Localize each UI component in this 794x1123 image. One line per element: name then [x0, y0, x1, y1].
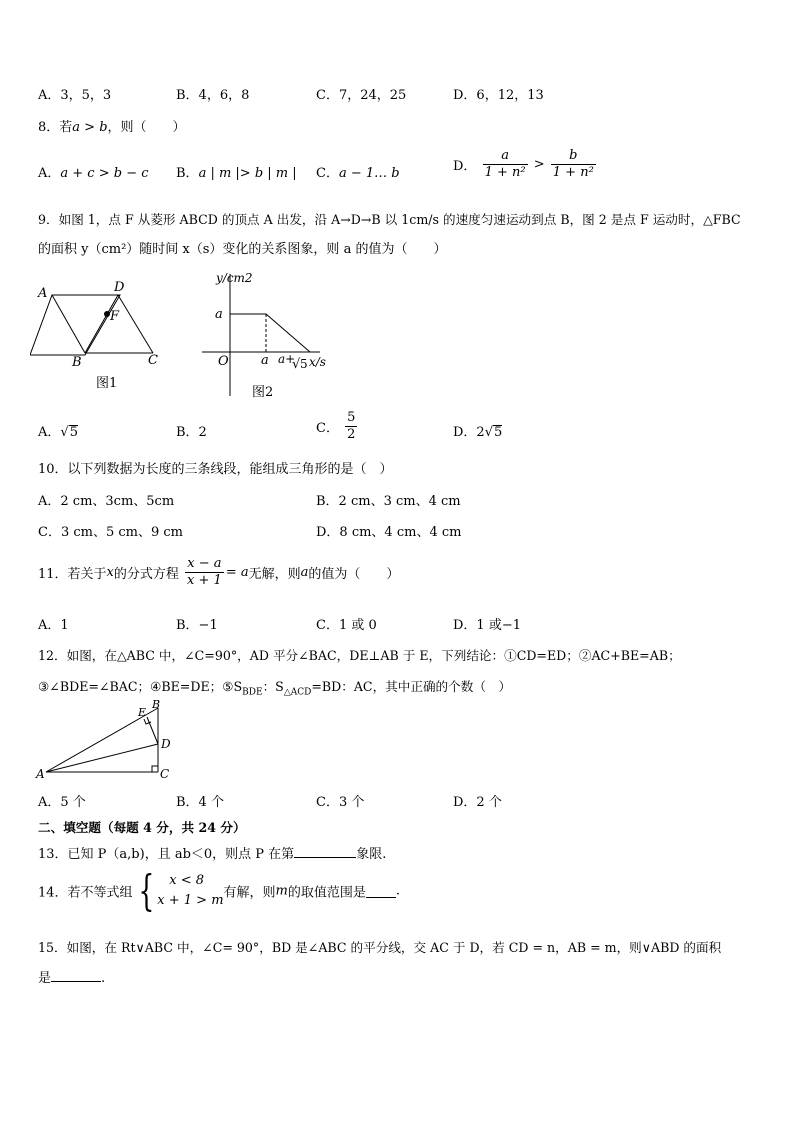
fig2-caption: 图2 [252, 385, 274, 400]
q13-post: 象限. [356, 847, 387, 862]
q12-sub-bde: BDE [242, 687, 263, 698]
q11-den: x + 1 [187, 573, 222, 588]
right-angle-c [152, 766, 158, 772]
fig2-sqrt-sign: √ [292, 357, 301, 372]
q7-option-c: C．7，24，25 [316, 88, 407, 103]
q9-figure-2 [196, 268, 336, 404]
q9-line1: 9．如图 1，点 F 从菱形 ABCD 的顶点 A 出发，沿 A→D→B 以 1cm/s 的速度匀速运动到点 B，图 2 是点 F 运动时，△FBC [38, 212, 741, 227]
q8-c-label: C． [316, 166, 339, 181]
fig1-label-c: C [148, 353, 158, 368]
q8-d-fraction-2 [551, 148, 596, 181]
q9-c-num: 5 [347, 410, 356, 425]
q8-stem-end: ，则（ ） [107, 120, 186, 135]
q12-label-b: B [152, 700, 161, 711]
q14-pre: 14．若不等式组 [38, 885, 133, 901]
q12-option-c: C．3 个 [316, 795, 365, 810]
q10-option-d: D．8 cm、4 cm、4 cm [316, 525, 462, 540]
fig2-sqrt5: 5 [300, 357, 308, 371]
q8-stem [38, 116, 186, 135]
fig1-label-d: D [114, 280, 125, 295]
q11-x: x [106, 565, 114, 580]
q12-line2 [38, 676, 511, 698]
q8-b-label: B． [176, 166, 199, 181]
q10-option-b: B．2 cm、3 cm、4 cm [316, 494, 461, 509]
q11-option-d: D．1 或−1 [453, 618, 521, 633]
q15-line2 [38, 967, 105, 986]
q14-post: 的取值范围是 [287, 885, 366, 901]
q9-d-radical-icon: √ [484, 425, 493, 440]
q8-d-num1: a [483, 148, 528, 165]
fig2-origin: O [218, 354, 229, 369]
q9-option-a [38, 421, 78, 440]
q9-figure-1 [30, 275, 175, 395]
q11-mid: 的分式方程 [113, 567, 179, 582]
q11-fraction [185, 556, 224, 589]
fig1-label-b: B [72, 355, 82, 370]
area-graph [230, 314, 310, 352]
q15-line1: 15．如图，在 Rt∨ABC 中，∠C= 90°，BD 是∠ABC 的平分线，交 AC 于 D，若 CD = n，AB = m，则∨ABD 的面积 [38, 940, 722, 955]
section-2-heading: 二、填空题（每题 4 分，共 24 分） [38, 820, 246, 835]
q12-label-c: C [160, 767, 170, 781]
q14-mid: 有解，则 [223, 885, 276, 901]
q7-option-a: A．3，5，3 [38, 88, 112, 103]
fig1-label-a: A [38, 286, 48, 301]
q9-c-den: 2 [347, 427, 356, 442]
q9-option-b: B．2 [176, 425, 207, 440]
q11-a: a [300, 565, 309, 580]
q9-d-radicand: 5 [494, 425, 503, 440]
q8-option-a [38, 162, 149, 181]
fig2-y-label: y/cm2 [216, 271, 253, 285]
q9-c-fraction [345, 410, 357, 443]
q8-d-label: D． [453, 159, 477, 174]
q14-answer-blank[interactable] [366, 885, 396, 898]
q10-option-a: A．2 cm、3cm、5cm [38, 494, 175, 509]
bisector-ad [46, 744, 158, 772]
q8-d-op: > [533, 157, 545, 172]
q13-answer-blank[interactable] [294, 845, 356, 858]
q8-stem-text: 8．若 [38, 120, 73, 135]
fig1-caption: 图1 [96, 376, 118, 391]
q9-a-label: A． [38, 425, 61, 440]
q9-c-label: C． [316, 421, 339, 436]
q14-system [157, 871, 223, 911]
q14-stem [38, 866, 401, 915]
q8-option-d [453, 148, 598, 181]
q12-label-a: A [36, 767, 45, 781]
q8-d-fraction-1 [483, 148, 528, 181]
q12-label-d: D [161, 737, 171, 751]
q9-option-c [316, 410, 359, 443]
q8-option-c [316, 162, 400, 181]
q11-post1: 无解，则 [248, 567, 301, 582]
q8-d-num2: b [551, 148, 596, 165]
q11-pre: 11．若关于 [38, 567, 107, 582]
q14-line1: x < 8 [169, 873, 205, 888]
q8-a-math: a + c > b − c [60, 166, 149, 181]
fig2-a-x: a [261, 353, 269, 368]
q14-end: . [395, 883, 401, 899]
q8-d-den2: 1 + n² [552, 165, 594, 180]
q9-a-radical-icon: √ [60, 425, 69, 440]
q13-pre: 13．已知 P（a,b)，且 ab＜0，则点 P 在第 [38, 847, 295, 862]
q13-stem [38, 843, 386, 862]
q12-line2-mid: ：S [262, 679, 284, 694]
q11-option-c: C．1 或 0 [316, 618, 377, 633]
q11-option-a: A．1 [38, 618, 69, 633]
q12-option-b: B．4 个 [176, 795, 224, 810]
q14-line2: x + 1 > m [157, 893, 224, 908]
q8-c-math: a − 1… b [338, 166, 400, 181]
fig2-a-y: a [215, 307, 223, 322]
q12-line2-pre: ③∠BDE=∠BAC；④BE=DE；⑤S [38, 679, 243, 694]
fig2-a-plus: a+ [278, 352, 296, 366]
q12-option-a: A．5 个 [38, 795, 86, 810]
q11-num: x − a [185, 556, 224, 573]
q15-line2-post: . [101, 971, 106, 986]
q8-option-b [176, 162, 297, 181]
q12-label-e: E [138, 706, 147, 719]
q8-d-den1: 1 + n² [484, 165, 526, 180]
q12-line2-post: =BD：AC，其中正确的个数（ ） [311, 679, 512, 694]
q10-stem: 10．以下列数据为长度的三条线段，能组成三角形的是（ ） [38, 462, 393, 477]
q12-line1: 12．如图，在△ABC 中，∠C=90°，AD 平分∠BAC，DE⊥AB 于 E，下列结论：①CD=ED；②AC+BE=AB； [38, 648, 681, 663]
q7-option-b: B．4，6，8 [176, 88, 250, 103]
q7-option-d: D．6，12，13 [453, 88, 544, 103]
q8-stem-math: a > b [72, 120, 108, 135]
q12-triangle-figure [34, 700, 184, 782]
fig1-label-f: F [110, 309, 120, 324]
q8-b-math: a | m |> b | m | [198, 166, 297, 181]
q11-post2: 的值为（ ） [308, 567, 400, 582]
q9-a-radicand: 5 [69, 425, 78, 440]
q11-eq: = a [225, 565, 249, 580]
q10-option-c: C．3 cm、5 cm、9 cm [38, 525, 183, 540]
rhombus-abcd [52, 295, 153, 353]
q15-answer-blank[interactable] [51, 969, 101, 982]
brace-icon: { [137, 866, 154, 915]
q15-line2-pre: 是 [38, 971, 52, 986]
q9-line2: 的面积 y（cm²）随时间 x（s）变化的关系图象，则 a 的值为（ ） [38, 242, 447, 257]
q9-d-label: D．2 [453, 425, 485, 440]
segment-de [147, 717, 158, 744]
q11-stem [38, 556, 399, 589]
q8-a-label: A． [38, 166, 61, 181]
q12-sub-acd: △ACD [283, 687, 312, 698]
q11-option-b: B．−1 [176, 618, 218, 633]
q14-m: m [275, 883, 288, 899]
fig2-x-label: x/s [309, 355, 326, 369]
q12-option-d: D．2 个 [453, 795, 502, 810]
q9-option-d [453, 421, 502, 440]
